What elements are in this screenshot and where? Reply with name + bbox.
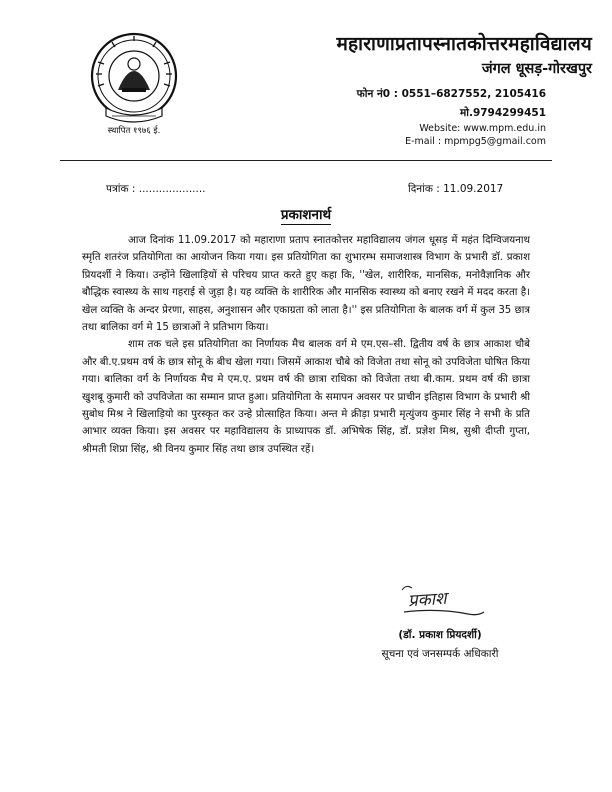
website: Website: www.mpm.edu.in (419, 123, 546, 134)
heading-text: प्रकाशनार्थ (280, 207, 332, 223)
reference-number: पत्रांक : .................... (106, 183, 206, 195)
handwritten-signature (398, 578, 488, 622)
college-seal-emblem (88, 32, 180, 136)
signatory-designation: सूचना एवं जनसम्पर्क अधिकारी (381, 648, 499, 660)
letter-body (82, 232, 530, 458)
email: E-mail : mpmpg5@gmail.com (405, 136, 546, 147)
body-paragraph-2: शाम तक चले इस प्रतियोगिता का निर्णायक मैच बालक वर्ग मे एम.एस–सी. द्वितीय वर्ष के छात्र आकाश चौबे और बी.ए.प्रथम वर्ष के छात्र सोनू के बीच खेला गया। जिसमें आकाश चौबे को विजेता तथा सोनू को उपविजेता घोषित किया गया। बालिका वर्ग के निर्णायक मैच मे एम.ए. प्रथम वर्ष की छात्रा राधिका को विजेता तथा बी.काम. प्रथम वर्ष की छात्रा खुशबू कुमारी को उपविजेता का सम्मान प्राप्त हुआ। प्रतियोगिता के समापन अवसर पर प्राचीन इतिहास विभाग के प्रभारी श्री सुबोध मिश्र ने खिलाड़ियो का पुरस्कृत कर उन्हे प्रोत्साहित किया। अन्त मे क्रीड़ा प्रभारी मृत्युंजय कुमार सिंह ने सभी के प्रति आभार व्यक्त किया। इस अवसर पर महाविद्यालय के प्राध्यापक डॉ. अभिषेक सिंह, डॉ. प्रज्ञेश मिश्र, सुश्री दीप्ती गुप्ता, श्रीमती शिप्रा सिंह, श्री विनय कुमार सिंह तथा छात्र उपस्थित रहें। (82, 339, 530, 455)
signatory-name: (डॉ. प्रकाश प्रियदर्शी) (398, 629, 482, 641)
seal-established-text: स्थापित १९७६ ई. (107, 126, 161, 136)
press-release-heading (0, 205, 612, 223)
college-name: महाराणाप्रतापस्नातकोत्तरमहाविद्यालय (336, 33, 592, 55)
header-divider (60, 160, 552, 161)
college-location: जंगल धूसड़-गोरखपुर (481, 61, 592, 77)
svg-text:प्रकाश: प्रकाश (407, 588, 448, 612)
mobile-number: मो.9794299451 (459, 107, 546, 119)
phone-number: फोन नं0 : 0551–6827552, 2105416 (356, 88, 546, 100)
letter-date: दिनांक : 11.09.2017 (408, 183, 504, 195)
body-paragraph-1: आज दिनांक 11.09.2017 को महाराणा प्रताप स्नातकोत्तर महाविद्यालय जंगल धूसड़ में महंत दिग्विजयनाथ स्मृति शतरंज प्रतियोगिता का आयोजन किया गया। इस प्रतियोगिता का शुभारम्भ समाजशास्त्र विभाग के प्रभारी डॉ. प्रकाश प्रियदर्शी ने किया। उन्होंने खिलाड़ियों से परिचय प्राप्त करते हुए कहा कि, ''खेल, शारीरिक, मानसिक, मनोवैज्ञानिक और बौद्धिक स्वास्थ्य के साथ गहराई से जुड़ा है। यह व्यक्ति के शारीरिक और मानसिक स्वास्थ्य को बनाए रखने में मदद करता है। खेल व्यक्ति के अन्दर प्रेरणा, साहस, अनुशासन और एकाग्रता को लाता है।'' इस प्रतियोगिता के बालक वर्ग में कुल 35 छात्र तथा बालिका वर्ग मे 15 छात्राओं ने प्रतिभाग किया। (82, 235, 530, 334)
